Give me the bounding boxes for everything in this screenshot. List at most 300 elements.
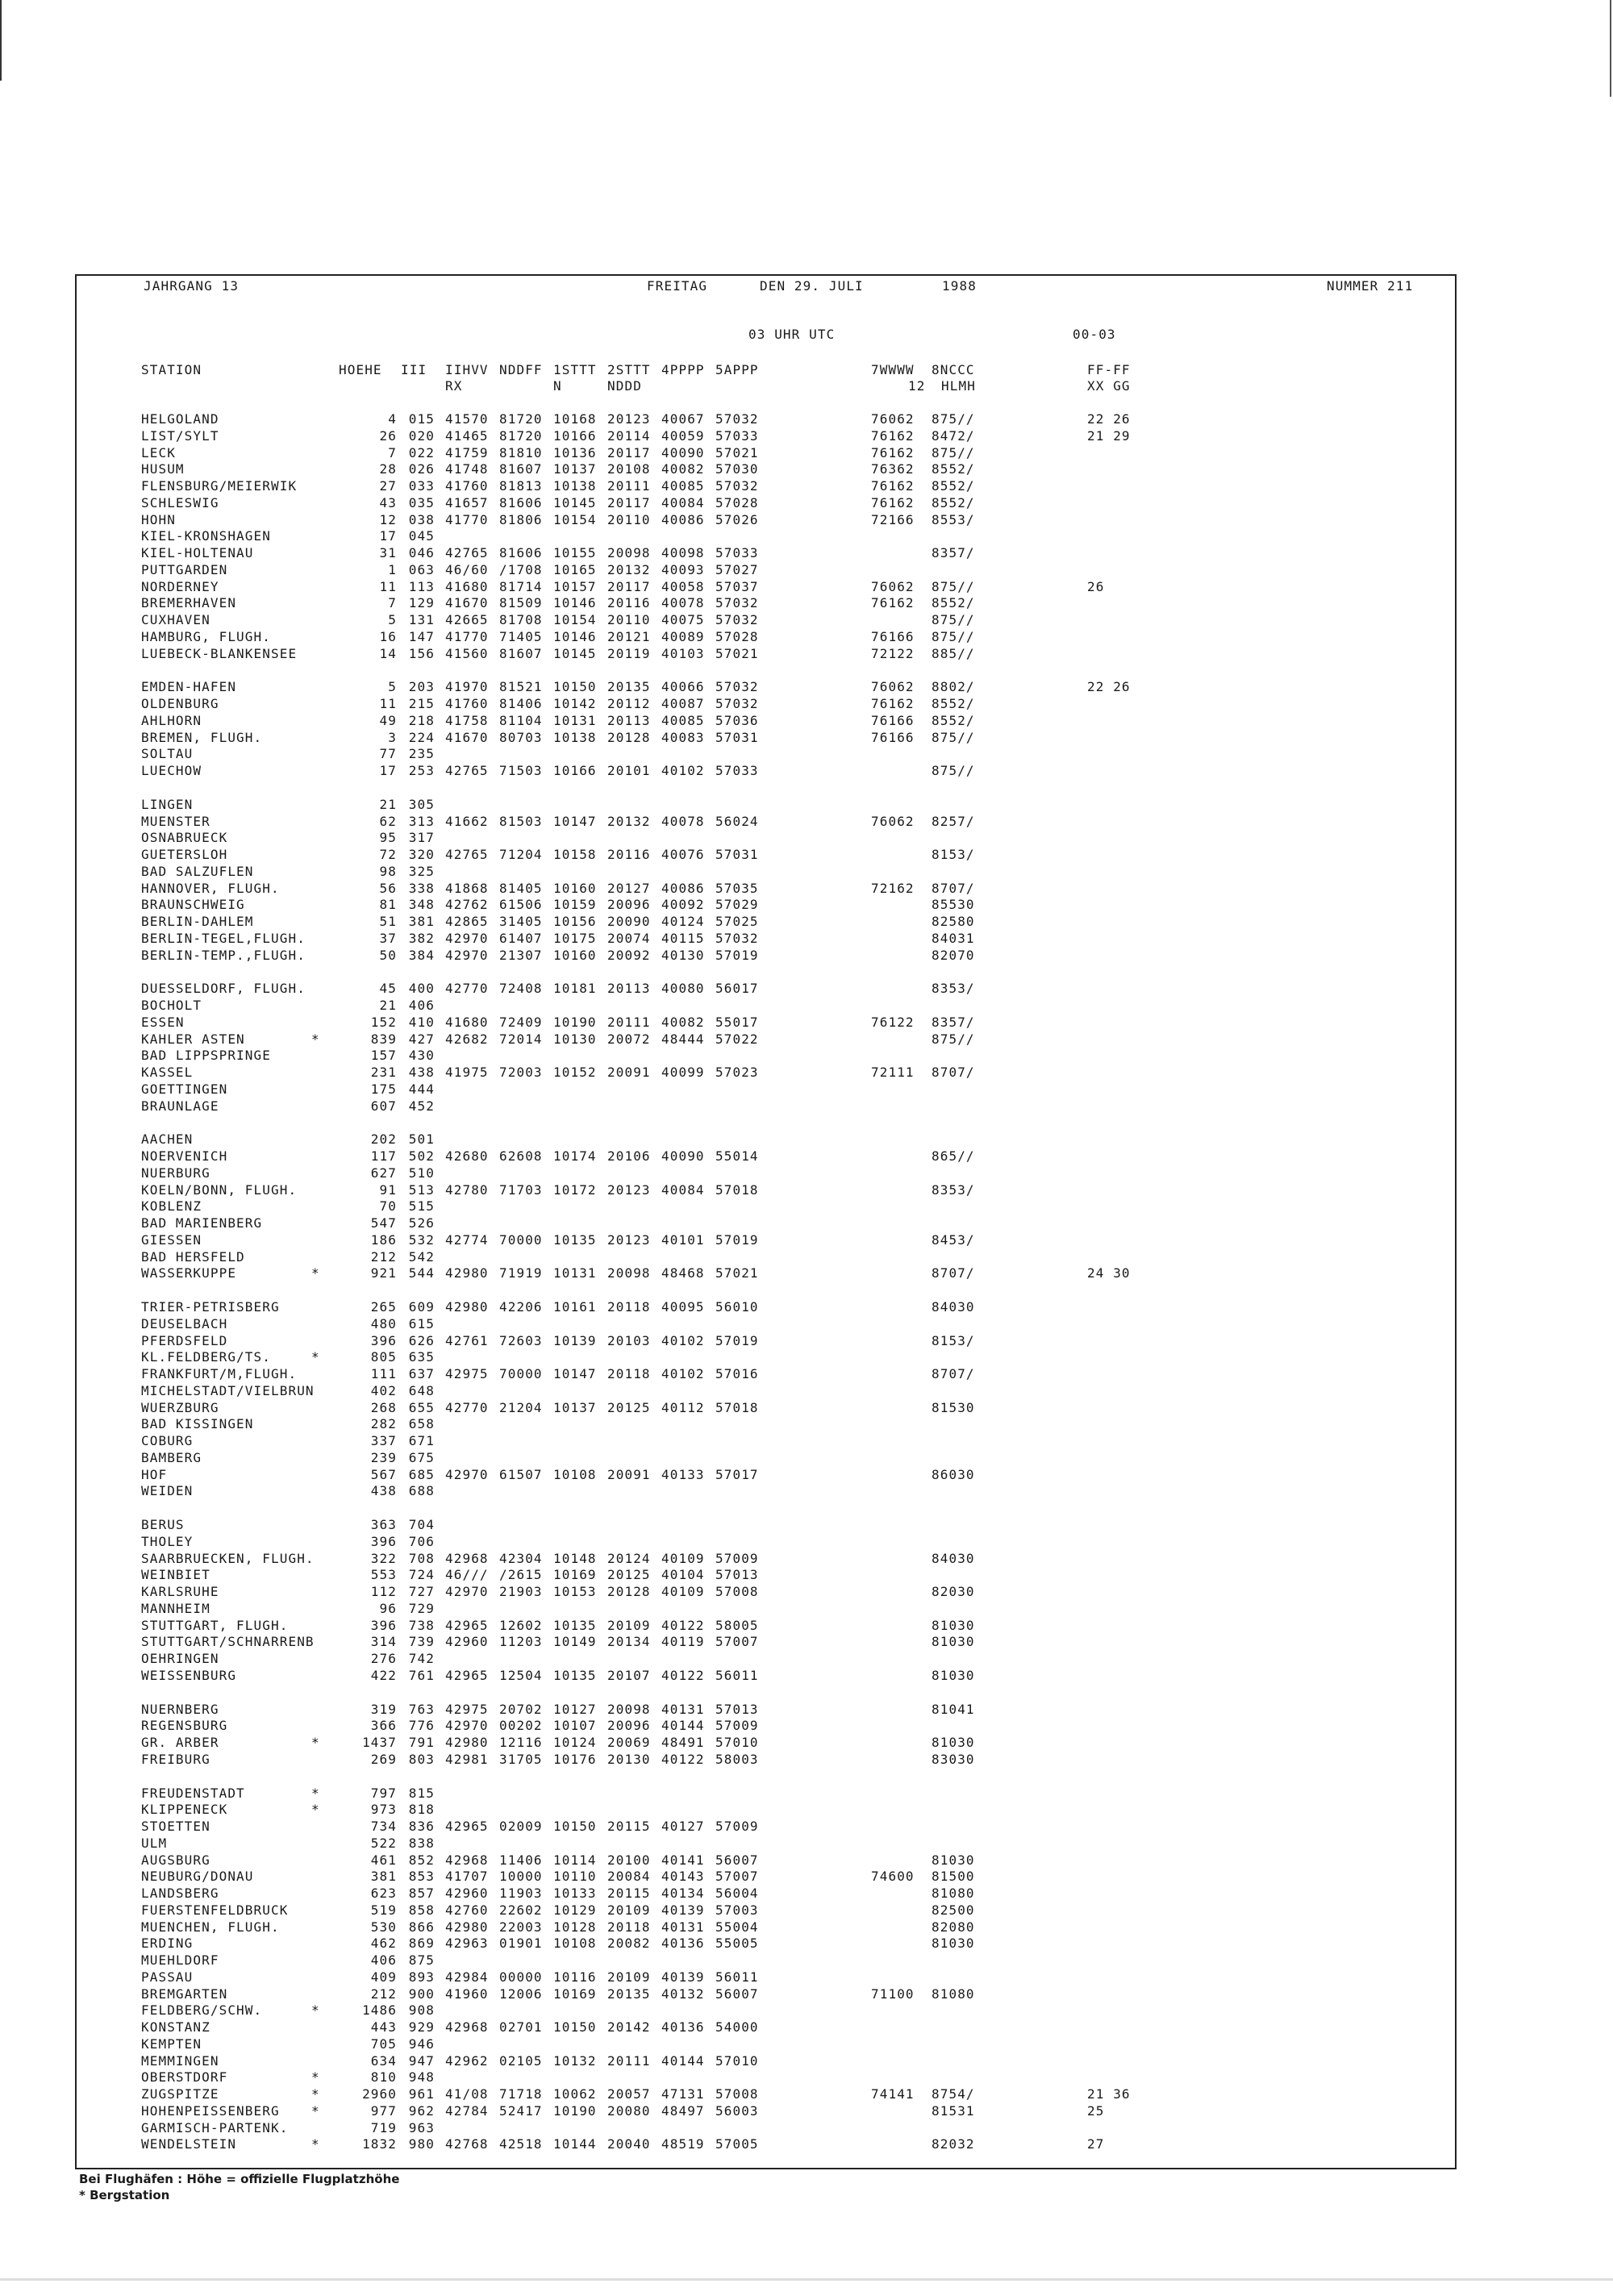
group-ffff: 25 — [1087, 2102, 1105, 2119]
column-header-nddff: NDDFF — [499, 362, 543, 377]
table-row — [0, 1618, 1613, 1634]
group-1sttt: 10131 — [553, 712, 597, 728]
station-name: MUEHLDORF — [141, 1952, 219, 1968]
table-row — [0, 2086, 1613, 2102]
station-name: BREMGARTEN — [141, 1986, 228, 2002]
station-name: OBERSTDORF — [141, 2069, 228, 2086]
altitude: 3 — [388, 729, 397, 745]
group-5appp: 57032 — [715, 478, 759, 494]
table-row — [0, 814, 1613, 830]
group-8nccc: 8552/ — [932, 595, 975, 611]
group-7wwww: 76162 — [871, 696, 915, 711]
table-row — [0, 595, 1613, 611]
group-4pppp: 40090 — [661, 444, 705, 460]
group-8nccc: 81041 — [932, 1701, 975, 1717]
group-nddff: 11203 — [499, 1634, 543, 1650]
station-id: 857 — [408, 1886, 435, 1901]
table-row — [0, 696, 1613, 712]
group-5appp: 57036 — [715, 712, 759, 728]
group-1sttt: 10128 — [553, 1919, 597, 1935]
station-id: 946 — [408, 2036, 435, 2052]
group-iihvv: 41707 — [445, 1869, 489, 1885]
group-1sttt: 10127 — [553, 1701, 597, 1717]
table-row — [0, 1802, 1613, 1818]
station-id: 532 — [408, 1231, 435, 1248]
group-8nccc: 875// — [932, 729, 975, 745]
altitude: 1437 — [362, 1735, 397, 1750]
group-iihvv: 46/60 — [445, 561, 489, 577]
altitude: 269 — [370, 1751, 397, 1767]
group-iihvv: 42768 — [445, 2136, 489, 2152]
group-iihvv: 42980 — [445, 1735, 489, 1750]
station-id: 348 — [408, 897, 435, 913]
mountain-station-footnote: * Bergstation — [79, 2188, 170, 2202]
group-ffff: 22 26 — [1087, 679, 1131, 695]
table-row — [0, 1232, 1613, 1248]
group-iihvv: 42760 — [445, 1902, 489, 1918]
group-4pppp: 40132 — [661, 1986, 705, 2002]
group-5appp: 57032 — [715, 930, 759, 946]
station-id: 438 — [408, 1065, 435, 1080]
group-1sttt: 10131 — [553, 1265, 597, 1281]
group-5appp: 57019 — [715, 1332, 759, 1348]
group-8nccc: 8707/ — [932, 880, 975, 896]
group-4pppp: 40122 — [661, 1751, 705, 1767]
column-header-1sttt: 1STTT — [553, 362, 597, 377]
group-2sttt: 20116 — [607, 847, 651, 862]
group-4pppp: 40078 — [661, 813, 705, 829]
group-1sttt: 10149 — [553, 1634, 597, 1650]
station-id: 063 — [408, 561, 435, 577]
station-id: 113 — [408, 578, 435, 594]
group-nddff: 62608 — [499, 1148, 543, 1164]
group-nddff: 61407 — [499, 930, 543, 946]
group-4pppp: 40090 — [661, 1148, 705, 1164]
station-id: 452 — [408, 1098, 435, 1114]
altitude: 112 — [370, 1584, 397, 1599]
group-iihvv: 42970 — [445, 1718, 489, 1734]
altitude: 152 — [370, 1014, 397, 1030]
table-row — [0, 1098, 1613, 1115]
group-2sttt: 20113 — [607, 712, 651, 728]
group-nddff: 22602 — [499, 1902, 543, 1918]
group-1sttt: 10139 — [553, 1332, 597, 1348]
group-iihvv: 41/08 — [445, 2086, 489, 2102]
table-row — [0, 1165, 1613, 1181]
group-nddff: 42518 — [499, 2136, 543, 2152]
observation-time: 03 UHR UTC — [748, 327, 836, 342]
group-8nccc: 81030 — [932, 1634, 975, 1650]
group-5appp: 57016 — [715, 1366, 759, 1381]
station-name: FRANKFURT/M,FLUGH. — [141, 1366, 298, 1381]
station-id: 542 — [408, 1248, 435, 1265]
group-5appp: 57009 — [715, 1819, 759, 1834]
group-4pppp: 40093 — [661, 561, 705, 577]
group-5appp: 57018 — [715, 1399, 759, 1415]
table-row — [0, 1349, 1613, 1365]
station-name: ERDING — [141, 1936, 194, 1952]
station-name: WEIDEN — [141, 1483, 194, 1499]
altitude: 422 — [370, 1667, 397, 1683]
group-5appp: 56003 — [715, 2102, 759, 2119]
altitude: 72 — [379, 847, 397, 862]
station-name: ULM — [141, 1835, 168, 1851]
group-8nccc: 8153/ — [932, 847, 975, 862]
station-id: 400 — [408, 981, 435, 997]
group-4pppp: 40109 — [661, 1584, 705, 1599]
group-nddff: 81806 — [499, 511, 543, 527]
station-name: GR. ARBER — [141, 1735, 219, 1750]
group-5appp: 57033 — [715, 763, 759, 778]
group-7wwww: 76362 — [871, 461, 915, 477]
group-8nccc: 8802/ — [932, 679, 975, 695]
group-4pppp: 40099 — [661, 1065, 705, 1080]
table-row — [0, 612, 1613, 628]
station-name: NUERBURG — [141, 1165, 210, 1181]
group-2sttt: 20090 — [607, 914, 651, 929]
altitude: 95 — [379, 830, 397, 846]
station-name: KOELN/BONN, FLUGH. — [141, 1181, 298, 1198]
jahrgang-label: JAHRGANG 13 — [144, 278, 240, 294]
column-header-hoehe: HOEHE — [339, 362, 382, 377]
group-4pppp: 40086 — [661, 880, 705, 896]
altitude: 70 — [379, 1198, 397, 1215]
group-5appp: 57035 — [715, 880, 759, 896]
group-2sttt: 20101 — [607, 763, 651, 778]
group-4pppp: 47131 — [661, 2086, 705, 2102]
group-4pppp: 40102 — [661, 1332, 705, 1348]
group-5appp: 56017 — [715, 981, 759, 997]
group-iihvv: 42762 — [445, 897, 489, 913]
mountain-marker: * — [311, 1802, 320, 1818]
station-name: DEUSELBACH — [141, 1315, 228, 1331]
column-header-5appp: 5APPP — [715, 362, 759, 377]
table-row — [0, 1735, 1613, 1751]
group-1sttt: 10169 — [553, 1567, 597, 1583]
group-4pppp: 40122 — [661, 1617, 705, 1633]
group-5appp: 56004 — [715, 1886, 759, 1901]
group-2sttt: 20121 — [607, 628, 651, 644]
altitude: 117 — [370, 1148, 397, 1164]
group-iihvv: 42765 — [445, 763, 489, 778]
table-row — [0, 2019, 1613, 2036]
group-1sttt: 10132 — [553, 2052, 597, 2069]
group-7wwww: 76166 — [871, 712, 915, 728]
group-nddff: 71703 — [499, 1181, 543, 1198]
group-2sttt: 20098 — [607, 1701, 651, 1717]
station-id: 526 — [408, 1215, 435, 1231]
group-ffff: 26 — [1087, 578, 1105, 594]
table-row — [0, 1198, 1613, 1215]
group-4pppp: 40124 — [661, 914, 705, 929]
table-row — [0, 1081, 1613, 1098]
group-1sttt: 10147 — [553, 813, 597, 829]
station-id: 203 — [408, 679, 435, 695]
group-1sttt: 10133 — [553, 1886, 597, 1901]
group-1sttt: 10150 — [553, 679, 597, 695]
group-8nccc: 85530 — [932, 897, 975, 913]
group-8nccc: 82032 — [932, 2136, 975, 2152]
group-5appp: 57008 — [715, 1584, 759, 1599]
altitude: 17 — [379, 763, 397, 778]
station-name: BREMERHAVEN — [141, 595, 237, 611]
station-name: BERUS — [141, 1517, 185, 1532]
station-id: 637 — [408, 1366, 435, 1381]
group-1sttt: 10161 — [553, 1299, 597, 1315]
table-row — [0, 629, 1613, 645]
group-iihvv: 42975 — [445, 1366, 489, 1381]
group-nddff: 81606 — [499, 494, 543, 510]
station-id: 235 — [408, 746, 435, 762]
station-name: BAD HERSFELD — [141, 1248, 245, 1265]
group-4pppp: 40080 — [661, 981, 705, 997]
group-iihvv: 42865 — [445, 914, 489, 929]
station-name: BERLIN-TEMP.,FLUGH. — [141, 947, 306, 963]
group-4pppp: 40067 — [661, 411, 705, 427]
station-id: 046 — [408, 545, 435, 560]
group-iihvv: 41680 — [445, 1014, 489, 1030]
group-iihvv: 42965 — [445, 1617, 489, 1633]
group-iihvv: 41758 — [445, 712, 489, 728]
altitude: 7 — [388, 595, 397, 611]
mountain-marker: * — [311, 1349, 320, 1365]
station-id: 635 — [408, 1349, 435, 1365]
group-8nccc: 875// — [932, 763, 975, 778]
group-nddff: 71919 — [499, 1265, 543, 1281]
table-row — [0, 528, 1613, 544]
group-5appp: 57031 — [715, 847, 759, 862]
group-4pppp: 40131 — [661, 1919, 705, 1935]
group-iihvv: 41868 — [445, 880, 489, 896]
group-nddff: 81813 — [499, 478, 543, 494]
station-name: LUECHOW — [141, 763, 202, 778]
group-5appp: 57003 — [715, 1902, 759, 1918]
altitude: 530 — [370, 1919, 397, 1935]
group-7wwww: 76162 — [871, 444, 915, 460]
group-1sttt: 10130 — [553, 1031, 597, 1047]
altitude: 438 — [370, 1483, 397, 1499]
group-nddff: 01901 — [499, 1936, 543, 1952]
station-id: 015 — [408, 411, 435, 427]
group-2sttt: 20096 — [607, 897, 651, 913]
group-1sttt: 10147 — [553, 1366, 597, 1381]
group-7wwww: 72166 — [871, 511, 915, 527]
altitude: 406 — [370, 1952, 397, 1968]
group-nddff: 72408 — [499, 981, 543, 997]
group-iihvv: 41748 — [445, 461, 489, 477]
altitude: 5 — [388, 612, 397, 627]
station-id: 688 — [408, 1483, 435, 1499]
altitude: 21 — [379, 998, 397, 1013]
station-id: 338 — [408, 880, 435, 896]
altitude: 43 — [379, 494, 397, 510]
station-name: BERLIN-DAHLEM — [141, 914, 254, 929]
group-1sttt: 10150 — [553, 2019, 597, 2035]
group-5appp: 57018 — [715, 1181, 759, 1198]
station-id: 739 — [408, 1634, 435, 1650]
altitude: 719 — [370, 2119, 397, 2136]
table-row — [0, 1182, 1613, 1198]
altitude: 805 — [370, 1349, 397, 1365]
group-1sttt: 10172 — [553, 1181, 597, 1198]
altitude: 522 — [370, 1835, 397, 1851]
station-name: HELGOLAND — [141, 411, 219, 427]
group-iihvv: 41770 — [445, 628, 489, 644]
group-iihvv: 42761 — [445, 1332, 489, 1348]
altitude: 16 — [379, 628, 397, 644]
altitude: 14 — [379, 645, 397, 661]
altitude: 553 — [370, 1567, 397, 1583]
group-2sttt: 20132 — [607, 561, 651, 577]
group-8nccc: 8357/ — [932, 1014, 975, 1030]
group-5appp: 57033 — [715, 427, 759, 444]
group-1sttt: 10136 — [553, 444, 597, 460]
group-8nccc: 875// — [932, 1031, 975, 1047]
group-nddff: 12116 — [499, 1735, 543, 1750]
group-1sttt: 10157 — [553, 578, 597, 594]
altitude: 21 — [379, 796, 397, 812]
year-label: 1988 — [942, 278, 977, 294]
group-1sttt: 10148 — [553, 1550, 597, 1566]
altitude: 27 — [379, 478, 397, 494]
altitude: 1832 — [362, 2136, 397, 2152]
station-id: 626 — [408, 1332, 435, 1348]
group-8nccc: 8453/ — [932, 1231, 975, 1248]
group-nddff: 21307 — [499, 947, 543, 963]
group-2sttt: 20109 — [607, 1969, 651, 1985]
group-2sttt: 20113 — [607, 981, 651, 997]
table-row — [0, 495, 1613, 511]
group-iihvv: 42665 — [445, 612, 489, 627]
group-7wwww: 76062 — [871, 813, 915, 829]
table-row — [0, 713, 1613, 729]
station-name: THOLEY — [141, 1533, 194, 1549]
weekday-label: FREITAG — [647, 278, 708, 294]
station-name: MICHELSTADT/VIELBRUN — [141, 1382, 315, 1398]
altitude: 366 — [370, 1718, 397, 1734]
group-7wwww: 76162 — [871, 427, 915, 444]
group-8nccc: 81030 — [932, 1617, 975, 1633]
station-name: FREIBURG — [141, 1751, 210, 1767]
station-id: 869 — [408, 1936, 435, 1952]
station-name: BRAUNSCHWEIG — [141, 897, 245, 913]
station-name: WASSERKUPPE — [141, 1265, 237, 1281]
group-2sttt: 20074 — [607, 930, 651, 946]
station-name: EMDEN-HAFEN — [141, 679, 237, 695]
altitude: 314 — [370, 1634, 397, 1650]
station-name: GOETTINGEN — [141, 1081, 228, 1097]
group-5appp: 57032 — [715, 595, 759, 611]
group-2sttt: 20117 — [607, 494, 651, 510]
group-2sttt: 20111 — [607, 1014, 651, 1030]
station-id: 022 — [408, 444, 435, 460]
altitude: 62 — [379, 813, 397, 829]
station-id: 501 — [408, 1131, 435, 1148]
group-iihvv: 41770 — [445, 511, 489, 527]
group-4pppp: 40082 — [661, 461, 705, 477]
group-2sttt: 20134 — [607, 1634, 651, 1650]
group-7wwww: 74141 — [871, 2086, 915, 2102]
table-row — [0, 1986, 1613, 2002]
altitude: 839 — [370, 1031, 397, 1047]
group-8nccc: 8153/ — [932, 1332, 975, 1348]
group-8nccc: 86030 — [932, 1466, 975, 1482]
group-iihvv: 42960 — [445, 1886, 489, 1901]
group-8nccc: 84030 — [932, 1299, 975, 1315]
table-row — [0, 1702, 1613, 1718]
altitude: 409 — [370, 1969, 397, 1985]
group-8nccc: 84030 — [932, 1550, 975, 1566]
group-nddff: 72409 — [499, 1014, 543, 1030]
table-row — [0, 1969, 1613, 1986]
altitude: 31 — [379, 545, 397, 560]
group-nddff: 00202 — [499, 1718, 543, 1734]
station-id: 685 — [408, 1466, 435, 1482]
group-iihvv: 42970 — [445, 1584, 489, 1599]
station-name: STUTTGART/SCHNARRENB — [141, 1634, 315, 1650]
group-4pppp: 40101 — [661, 1231, 705, 1248]
group-1sttt: 10145 — [553, 494, 597, 510]
mountain-marker: * — [311, 2136, 320, 2152]
station-name: BAD SALZUFLEN — [141, 863, 254, 879]
station-id: 763 — [408, 1701, 435, 1717]
group-4pppp: 40104 — [661, 1567, 705, 1583]
station-id: 858 — [408, 1902, 435, 1918]
altitude: 1 — [388, 561, 397, 577]
group-iihvv: 41560 — [445, 645, 489, 661]
station-id: 948 — [408, 2069, 435, 2086]
group-2sttt: 20107 — [607, 1667, 651, 1683]
group-4pppp: 40102 — [661, 1366, 705, 1381]
station-id: 444 — [408, 1081, 435, 1097]
group-5appp: 57007 — [715, 1869, 759, 1885]
table-row — [0, 730, 1613, 746]
group-4pppp: 40086 — [661, 511, 705, 527]
station-name: FREUDENSTADT — [141, 1785, 245, 1801]
station-id: 035 — [408, 494, 435, 510]
group-4pppp: 40136 — [661, 1936, 705, 1952]
group-8nccc: 81080 — [932, 1986, 975, 2002]
group-7wwww: 76062 — [871, 411, 915, 427]
group-4pppp: 40058 — [661, 578, 705, 594]
group-2sttt: 20124 — [607, 1550, 651, 1566]
column-subheader-4: N — [553, 378, 562, 394]
group-4pppp: 48468 — [661, 1265, 705, 1281]
group-8nccc: 8353/ — [932, 1181, 975, 1198]
station-id: 838 — [408, 1835, 435, 1851]
group-iihvv: 46/// — [445, 1567, 489, 1583]
group-nddff: 12504 — [499, 1667, 543, 1683]
group-5appp: 57021 — [715, 1265, 759, 1281]
station-name: KOBLENZ — [141, 1198, 202, 1215]
group-2sttt: 20125 — [607, 1399, 651, 1415]
station-id: 147 — [408, 628, 435, 644]
station-name: KIEL-HOLTENAU — [141, 545, 254, 560]
station-id: 026 — [408, 461, 435, 477]
altitude: 5 — [388, 679, 397, 695]
group-5appp: 58003 — [715, 1751, 759, 1767]
station-name: DUESSELDORF, FLUGH. — [141, 981, 306, 997]
station-id: 962 — [408, 2102, 435, 2119]
group-iihvv: 42980 — [445, 1919, 489, 1935]
station-id: 406 — [408, 998, 435, 1013]
altitude: 28 — [379, 461, 397, 477]
station-id: 515 — [408, 1198, 435, 1215]
table-row — [0, 545, 1613, 561]
group-5appp: 57013 — [715, 1567, 759, 1583]
group-1sttt: 10165 — [553, 561, 597, 577]
table-row — [0, 1517, 1613, 1533]
